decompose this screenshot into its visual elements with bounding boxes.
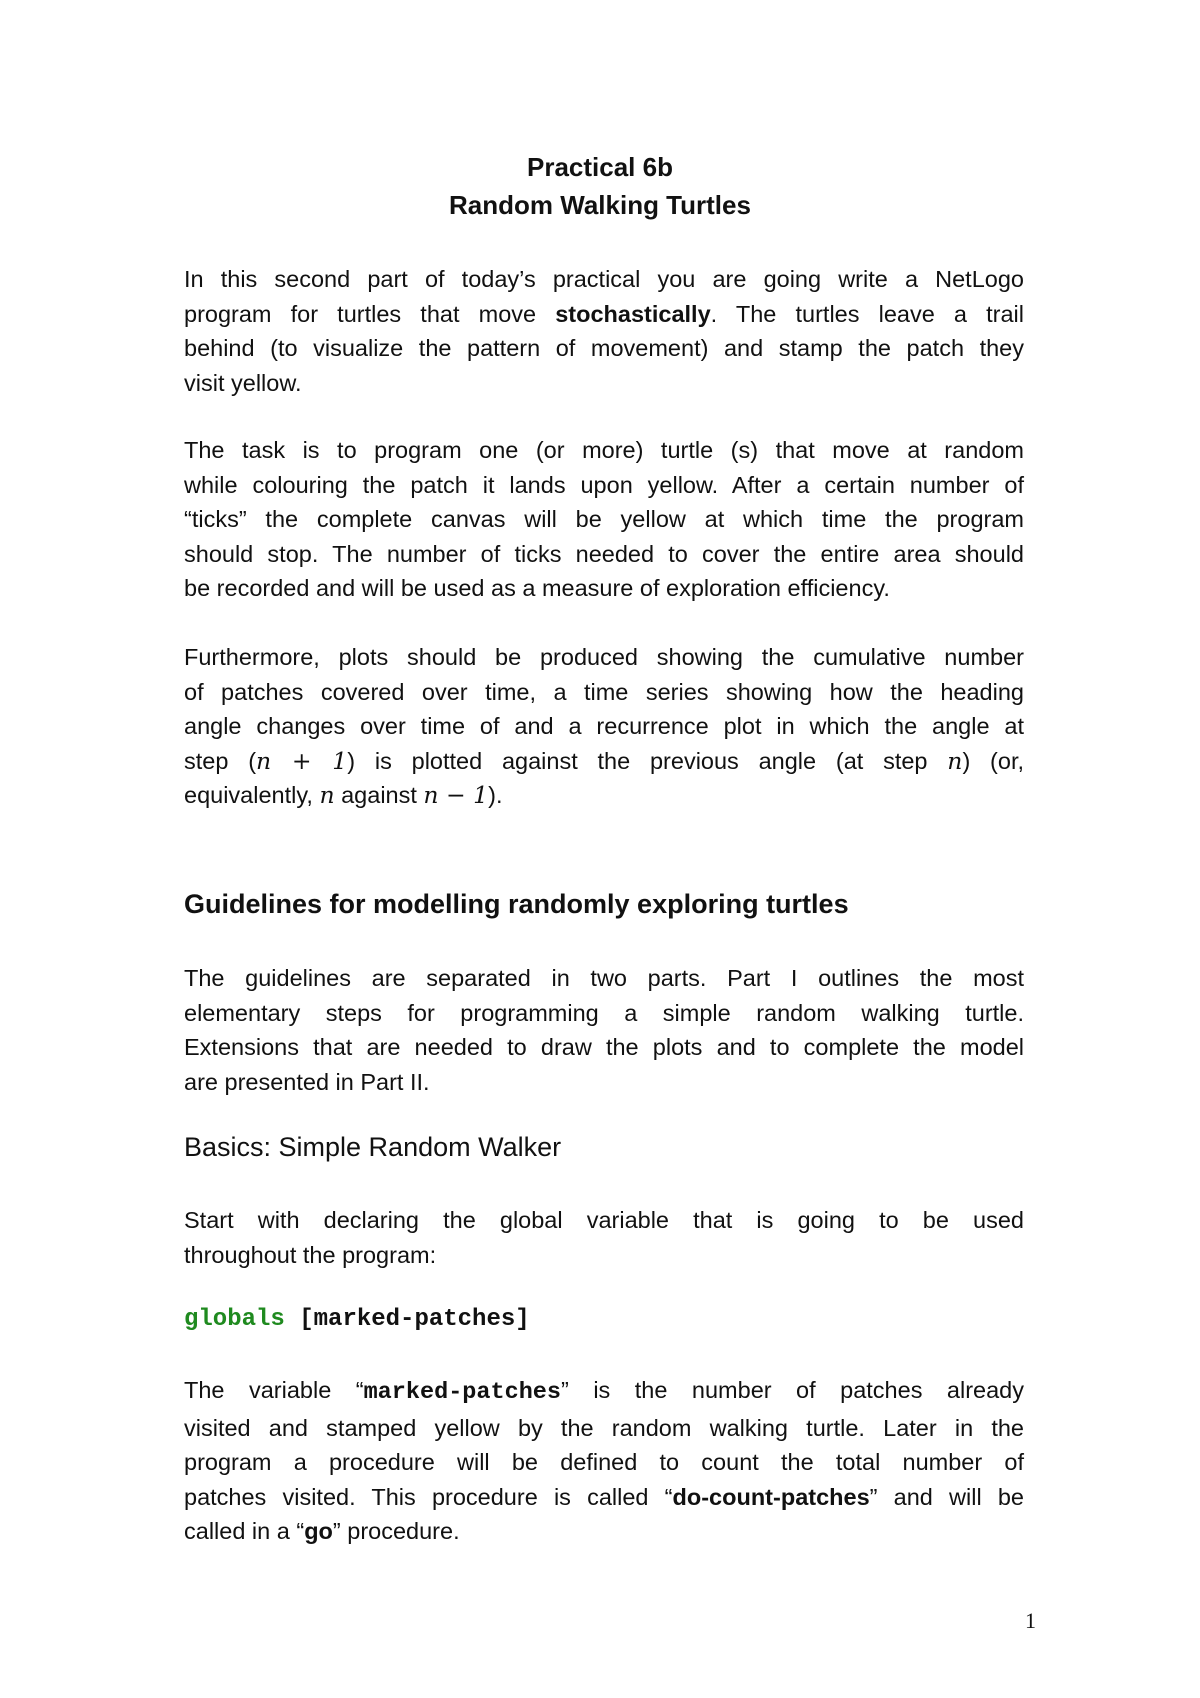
- variable-paragraph: [184, 1373, 1024, 1549]
- task-line-5: be recorded and will be used as a measure of exploration efficiency.: [184, 575, 890, 601]
- basics-paragraph: [184, 1203, 1024, 1272]
- guidelines-line-4: are presented in Part II.: [184, 1068, 430, 1095]
- variable-line-2: visited and stamped yellow by the random walking turtle. Later in the: [184, 1414, 1024, 1441]
- basics-heading: Basics: Simple Random Walker: [184, 1132, 562, 1162]
- guidelines-line-2: elementary steps for programming a simple random walking turtle.: [184, 999, 1024, 1026]
- globals-keyword: globals: [184, 1306, 285, 1333]
- math-n-minus-1: n − 1: [423, 781, 489, 809]
- page-subtitle: Random Walking Turtles: [449, 190, 751, 220]
- plots-line-3: angle changes over time of and a recurrence plot in which the angle at: [184, 713, 1024, 739]
- intro-line-4: visit yellow.: [184, 369, 302, 396]
- intro-line-3: behind (to visualize the pattern of movement) and stamp the patch they: [184, 335, 1024, 361]
- basics-line-1: Start with declaring the global variable that is going to be used: [184, 1207, 1024, 1233]
- page-title: Practical 6b: [527, 152, 673, 182]
- math-n-2: n: [319, 781, 335, 809]
- go-emphasis: go: [304, 1518, 333, 1544]
- intro-paragraph: [184, 262, 1024, 400]
- math-n-plus-1: n + 1: [256, 746, 348, 775]
- plots-line-4: step (n + 1) is plotted against the previous angle (at step n) (or,: [184, 746, 1025, 775]
- do-count-patches-emphasis: do-count-patches: [672, 1483, 870, 1510]
- variable-line-4: patches visited. This procedure is called “do-count-patches” and will be: [184, 1483, 1024, 1510]
- task-line-4: should stop. The number of ticks needed to cover the entire area should: [184, 540, 1024, 567]
- intro-line-1: In this second part of today’s practical you are going write a NetLogo: [184, 266, 1024, 292]
- plots-line-2: of patches covered over time, a time series showing how the heading: [184, 678, 1024, 705]
- task-line-3: “ticks” the complete canvas will be yellow at which time the program: [184, 506, 1024, 532]
- guidelines-line-1: The guidelines are separated in two parts. Part I outlines the most: [184, 965, 1024, 991]
- globals-code-line: [184, 1305, 530, 1335]
- guidelines-heading: Guidelines for modelling randomly exploring turtles: [184, 889, 849, 919]
- stochastically-emphasis: stochastically: [555, 300, 711, 327]
- globals-args: [marked-patches]: [284, 1306, 530, 1333]
- guidelines-line-3: Extensions that are needed to draw the plots and to complete the model: [184, 1034, 1024, 1060]
- variable-line-3: program a procedure will be defined to count the total number of: [184, 1449, 1024, 1475]
- task-line-1: The task is to program one (or more) turtle (s) that move at random: [184, 437, 1024, 463]
- basics-line-2: throughout the program:: [184, 1241, 437, 1268]
- plots-line-5: equivalently, n against n − 1).: [184, 781, 503, 809]
- page-number: 1: [1025, 1608, 1036, 1633]
- task-line-2: while colouring the patch it lands upon yellow. After a certain number of: [184, 471, 1024, 498]
- intro-line-2: program for turtles that move stochastically. The turtles leave a trail: [184, 300, 1024, 327]
- guidelines-paragraph: [184, 961, 1024, 1099]
- marked-patches-code: marked-patches: [363, 1379, 562, 1406]
- plots-line-1: Furthermore, plots should be produced showing the cumulative number: [184, 644, 1024, 670]
- math-n: n: [947, 746, 963, 775]
- variable-line-5: called in a “go” procedure.: [184, 1518, 460, 1544]
- variable-line-1: The variable “marked-patches” is the number of patches already: [184, 1377, 1024, 1406]
- task-paragraph: [184, 433, 1024, 606]
- plots-paragraph: [184, 640, 1024, 813]
